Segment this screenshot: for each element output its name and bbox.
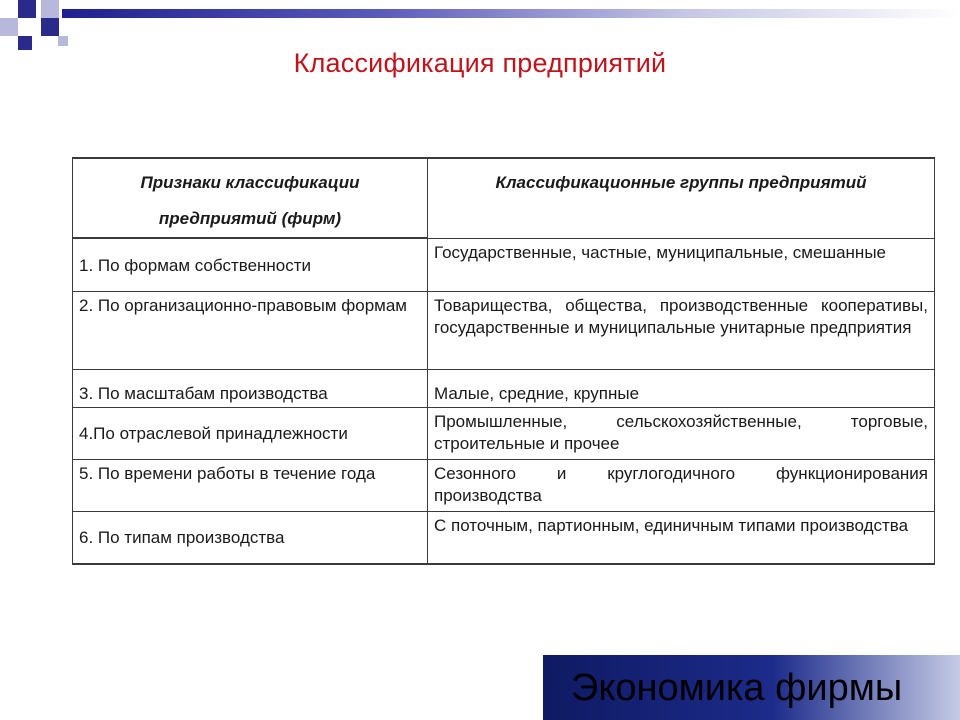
criterion-cell: 6. По типам производства [73,512,428,565]
table-row [73,460,935,512]
header-criteria: Признаки классификации предприятий (фирм) [73,158,428,238]
table-row [73,370,935,408]
criterion-cell: 5. По времени работы в течение года [73,460,428,512]
decor-square [41,18,59,36]
header-groups: Классификационные группы предприятий [428,158,935,238]
criterion-cell: 1. По формам собственности [73,238,428,292]
table-header-row [73,158,935,238]
footer-title: Экономика фирмы [571,667,903,709]
criterion-cell: 4.По отраслевой принадлежности [73,408,428,460]
groups-cell: Сезонного и круглогодичного функционирования производства [428,460,935,512]
groups-cell: С поточным, партионным, единичным типами производства [428,512,935,565]
classification-table [72,157,935,565]
table-row [73,512,935,565]
decor-square [18,0,36,18]
table-row [73,408,935,460]
decor-square [41,0,59,18]
table-row [73,292,935,370]
table-row [73,238,935,292]
top-gradient-bar [62,9,960,18]
decor-square [0,18,18,36]
groups-cell: Промышленные, сельскохозяйственные, торговые, строительные и прочее [428,408,935,460]
groups-cell: Товарищества, общества, производственные кооперативы, государственные и муниципальные унитарные предприятия [428,292,935,370]
groups-cell: Малые, средние, крупные [428,370,935,408]
footer-banner [543,655,960,720]
slide-title: Классификация предприятий [293,48,667,78]
criterion-cell: 3. По масштабам производства [73,370,428,408]
decor-square [58,36,68,46]
criterion-cell: 2. По организационно-правовым формам [73,292,428,370]
groups-cell: Государственные, частные, муниципальные, смешанные [428,238,935,292]
